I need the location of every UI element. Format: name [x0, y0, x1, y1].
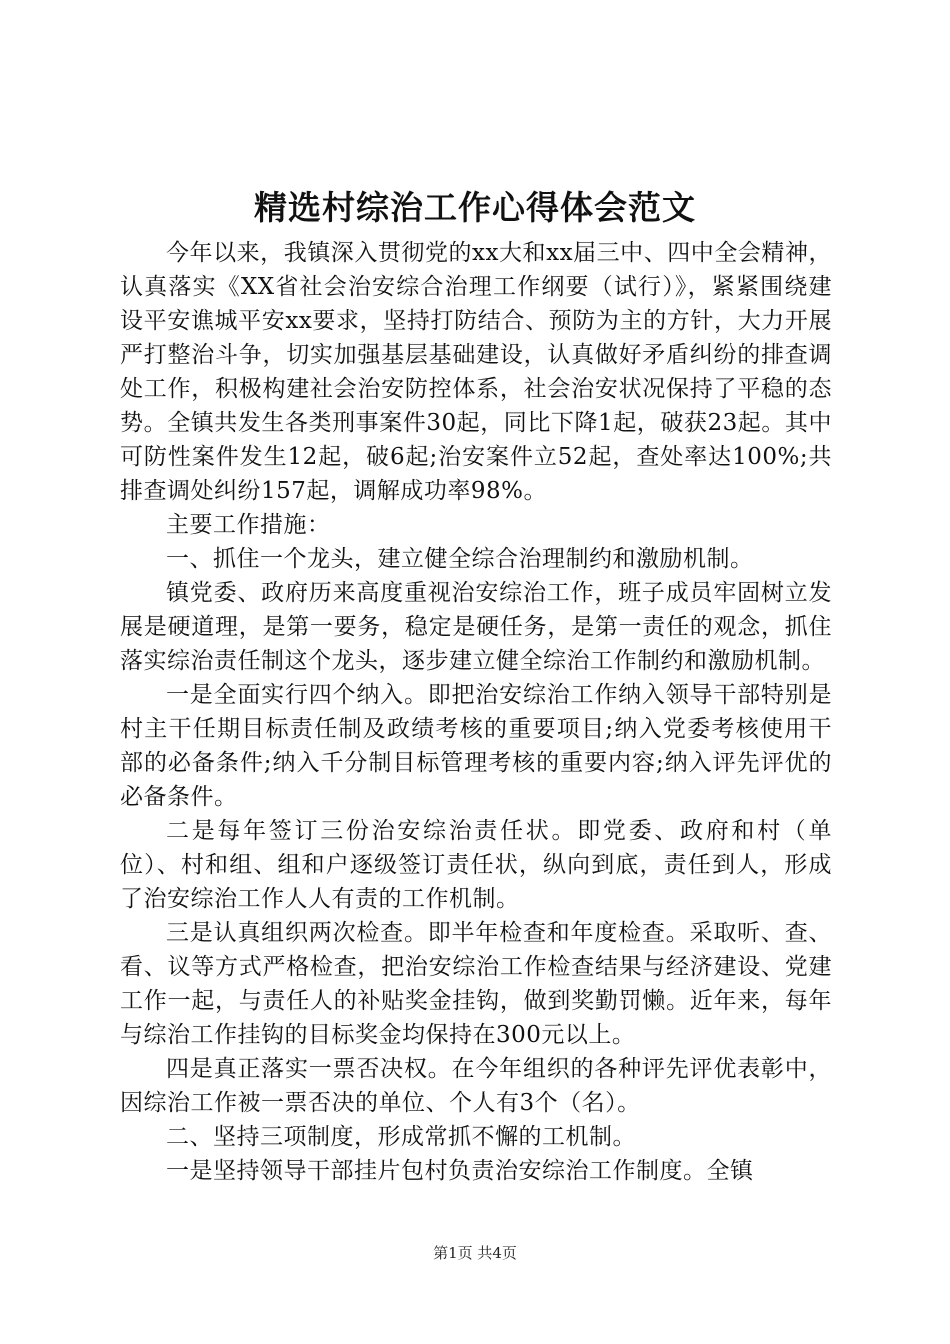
paragraph-section-1: 镇党委、政府历来高度重视治安综治工作，班子成员牢固树立发展是硬道理，是第一要务，稳定是硬任务，是第一责任的观念，抓住落实综治责任制这个龙头，逐步建立健全综治工作制约和激励机制。 — [120, 580, 832, 674]
document-title: 精选村综治工作心得体会范文 — [254, 188, 696, 227]
paragraph-item-1: 一是全面实行四个纳入。即把治安综治工作纳入领导干部特别是村主干任期目标责任制及政绩考核的重要项目;纳入党委考核使用干部的必备条件;纳入千分制目标管理考核的重要内容;纳入评先评优的必备条件。 — [120, 682, 832, 810]
paragraph-item-4: 四是真正落实一票否决权。在今年组织的各种评先评优表彰中，因综治工作被一票否决的单位、个人有3个（名）。 — [120, 1056, 832, 1116]
page-number-footer: 第1页 共4页 — [433, 1244, 517, 1262]
paragraph-section-2-item-1: 一是坚持领导干部挂片包村负责治安综治工作制度。全镇 — [166, 1158, 754, 1184]
paragraph-measures-heading: 主要工作措施： — [166, 512, 331, 538]
document-body — [120, 236, 832, 1188]
paragraph-item-3: 三是认真组织两次检查。即半年检查和年度检查。采取听、查、看、议等方式严格检查，把治安综治工作检查结果与经济建设、党建工作一起，与责任人的补贴奖金挂钩，做到奖勤罚懒。近年来，每年与综治工作挂钩的目标奖金均保持在300元以上。 — [120, 920, 832, 1048]
section-heading-1: 一、抓住一个龙头，建立健全综合治理制约和激励机制。 — [166, 546, 754, 572]
section-heading-2: 二、坚持三项制度，形成常抓不懈的工机制。 — [166, 1124, 636, 1150]
paragraph-item-2: 二是每年签订三份治安综治责任状。即党委、政府和村（单位）、村和组、组和户逐级签订责任状，纵向到底，责任到人，形成了治安综治工作人人有责的工作机制。 — [120, 818, 832, 912]
paragraph-intro: 今年以来，我镇深入贯彻党的xx大和xx届三中、四中全会精神，认真落实《XX省社会治安综合治理工作纲要（试行）》，紧紧围绕建设平安谯城平安xx要求，坚持打防结合、预防为主的方针，大力开展严打整治斗争，切实加强基层基础建设，认真做好矛盾纠纷的排查调处工作，积极构建社会治安防控体系，社会治安状况保持了平稳的态势。全镇共发生各类刑事案件30起，同比下降1起，破获23起。其中可防性案件发生12起，破6起;治安案件立52起，查处率达100%;共排查调处纠纷157起，调解成功率98%。 — [120, 240, 832, 504]
